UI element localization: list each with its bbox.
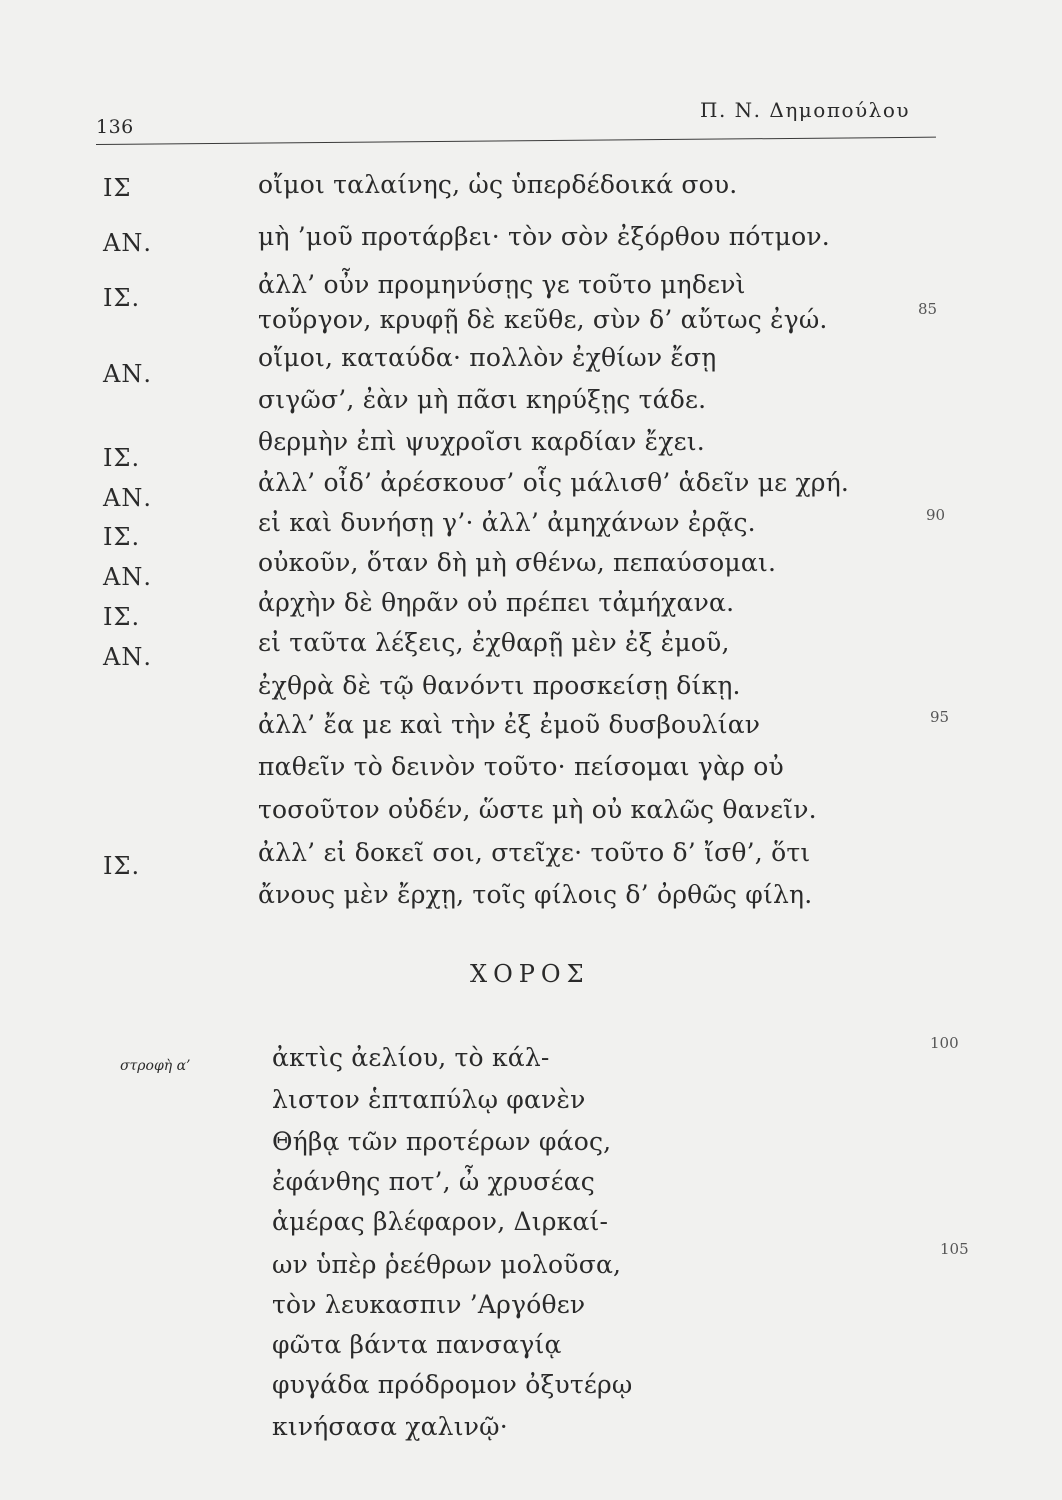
chorus-heading: ΧΟΡΟΣ [470, 960, 590, 988]
line-number: 95 [930, 708, 950, 726]
ode-line: Θήβᾳ τῶν προτέρων φάος, [272, 1127, 612, 1156]
ode-line: λιστον ἑπταπύλῳ φανὲν [272, 1085, 586, 1114]
verse-line: εἰ ταῦτα λέξεις, ἐχθαρῇ μὲν ἐξ ἐμοῦ, [258, 628, 730, 657]
verse-line: ἀλλ’ ἔα με καὶ τὴν ἐξ ἐμοῦ δυσβουλίαν [258, 710, 761, 739]
ode-line: ἁμέρας βλέφαρον, Διρκαί- [272, 1207, 609, 1236]
verse-line: οἴμοι ταλαίνης, ὡς ὑπερδέδοικά σου. [258, 170, 738, 199]
verse-line: ἄνους μὲν ἔρχῃ, τοῖς φίλοις δ’ ὀρθῶς φίλη. [258, 880, 813, 909]
speaker-label: ΙΣ [103, 174, 132, 202]
verse-line: οἴμοι, καταύδα· πολλὸν ἐχθίων ἔσῃ [258, 343, 717, 372]
strophe-label: στροφὴ α’ [120, 1058, 191, 1074]
verse-line: θερμὴν ἐπὶ ψυχροῖσι καρδίαν ἔχει. [258, 427, 705, 456]
speaker-label: ΑΝ. [103, 360, 152, 388]
verse-line: τοὔργον, κρυφῇ δὲ κεῦθε, σὺν δ’ αὔτως ἐγώ. [258, 305, 828, 334]
verse-line: ἀλλ’ εἰ δοκεῖ σοι, στεῖχε· τοῦτο δ’ ἴσθ’, ὅτι [258, 838, 811, 867]
header-rule [96, 137, 936, 145]
ode-line: ἐφάνθης ποτ’, ὦ χρυσέας [272, 1167, 596, 1196]
line-number: 105 [940, 1240, 969, 1258]
speaker-label: ΑΝ. [103, 563, 152, 591]
verse-line: εἰ καὶ δυνήσῃ γ’· ἀλλ’ ἀμηχάνων ἐρᾷς. [258, 508, 756, 537]
verse-line: τοσοῦτον οὐδέν, ὥστε μὴ οὐ καλῶς θανεῖν. [258, 795, 817, 824]
line-number: 85 [918, 300, 938, 318]
ode-line: φυγάδα πρόδρομον ὀξυτέρῳ [272, 1370, 633, 1399]
speaker-label: ΙΣ. [103, 603, 141, 631]
ode-line: τὸν λευκασπιν ’Αργόθεν [272, 1290, 586, 1319]
speaker-label: ΙΣ. [103, 284, 141, 312]
ode-line: ων ὑπὲρ ῥεέθρων μολοῦσα, [272, 1250, 622, 1279]
speaker-label: ΑΝ. [103, 643, 152, 671]
page-number: 136 [96, 116, 134, 138]
verse-line: ἐχθρὰ δὲ τῷ θανόντι προσκείσῃ δίκῃ. [258, 671, 741, 700]
running-head-author: Π. Ν. Δημοπούλου [700, 98, 911, 122]
ode-line: ἀκτὶς ἀελίου, τὸ κάλ- [272, 1043, 550, 1072]
verse-line: ἀλλ’ οὖν προμηνύσῃς γε τοῦτο μηδενὶ [258, 270, 746, 299]
verse-line: ἀρχὴν δὲ θηρᾶν οὐ πρέπει τἀμήχανα. [258, 588, 735, 617]
verse-line: σιγῶσ’, ἐὰν μὴ πᾶσι κηρύξῃς τάδε. [258, 385, 707, 414]
speaker-label: ΑΝ. [103, 484, 152, 512]
line-number: 100 [930, 1034, 959, 1052]
ode-line: φῶτα βάντα πανσαγίᾳ [272, 1330, 562, 1359]
ode-line: κινήσασα χαλινῷ· [272, 1412, 508, 1441]
verse-line: μὴ ’μοῦ προτάρβει· τὸν σὸν ἐξόρθου πότμον. [258, 222, 830, 251]
speaker-label: ΙΣ. [103, 852, 141, 880]
verse-line: οὐκοῦν, ὅταν δὴ μὴ σθένω, πεπαύσομαι. [258, 548, 777, 577]
line-number: 90 [926, 506, 946, 524]
speaker-label: ΙΣ. [103, 523, 141, 551]
verse-line: ἀλλ’ οἶδ’ ἀρέσκουσ’ οἷς μάλισθ’ ἁδεῖν με χρή. [258, 468, 850, 497]
verse-line: παθεῖν τὸ δεινὸν τοῦτο· πείσομαι γὰρ οὐ [258, 752, 784, 781]
speaker-label: ΑΝ. [103, 229, 152, 257]
speaker-label: ΙΣ. [103, 444, 141, 472]
